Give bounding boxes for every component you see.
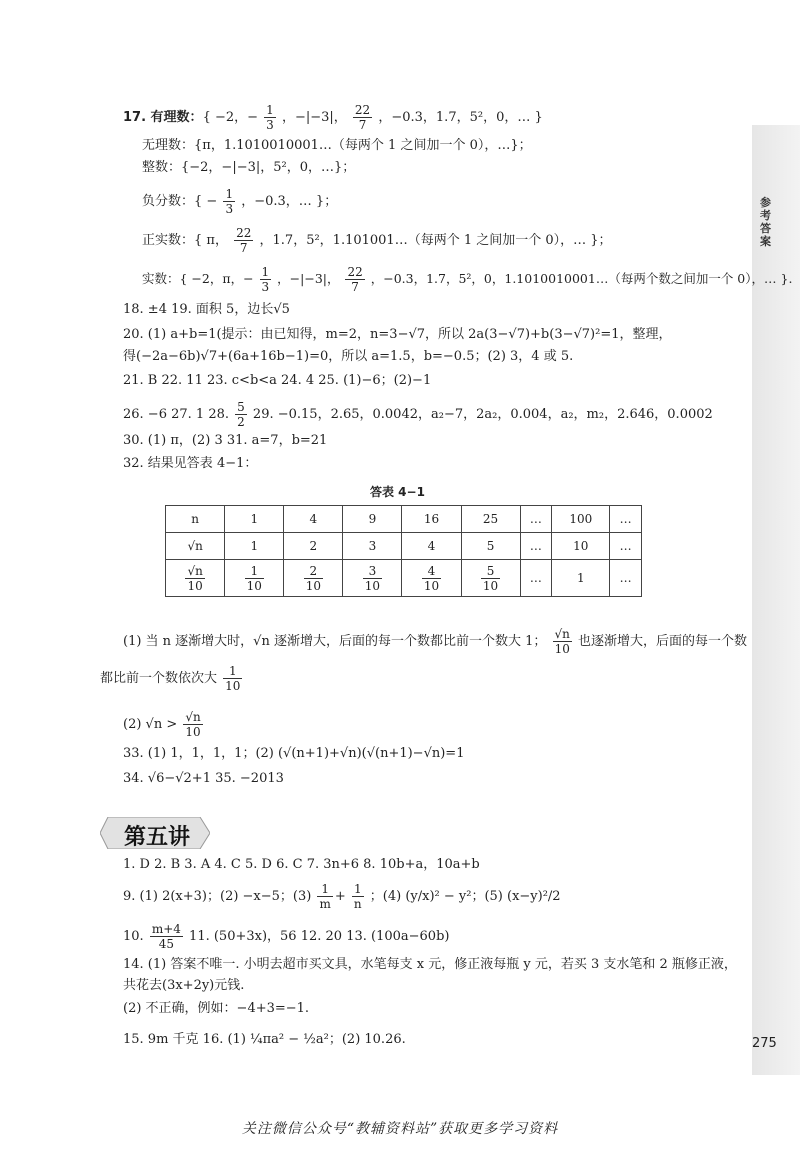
- q32-part1-cont: 都比前一个数依次大 $\frac{1}{10}$: [100, 664, 241, 693]
- table-cell: 4: [402, 533, 461, 560]
- fraction: $\frac{5}{2}$: [237, 400, 245, 429]
- q20-line1: 20. (1) a+b=1(提示：由已知得，m=2，n=3−√7，所以 2a(3−√7)+b(3−√7)²=1，整理，: [123, 327, 672, 342]
- q17-irrational: 无理数：{π，1.1010010001…（每两个 1 之间加一个 0），…}；: [142, 138, 532, 153]
- s5-q9: 9. (1) 2(x+3)；(2) −x−5；(3) $\frac{1}{m}$ + $\frac{1}{n}$ ；(4) (y/x)² − y²；(5) (x−y)²/2: [123, 882, 561, 911]
- table-cell: n: [166, 506, 225, 533]
- fraction: $\frac{22}{7}$: [236, 226, 252, 255]
- table-cell: 9: [343, 506, 402, 533]
- s5-q14-line2: 共花去(3x+2y)元钱.: [123, 978, 245, 993]
- table-cell: …: [610, 560, 642, 597]
- table-row: [166, 533, 642, 560]
- fraction: $\frac{√n}{10}$: [185, 710, 201, 739]
- table-cell: $\frac{1}{10}$: [225, 560, 284, 597]
- table-cell: $\frac{5}{10}$: [461, 560, 520, 597]
- table-cell: …: [610, 506, 642, 533]
- table-cell: …: [520, 560, 552, 597]
- q26: 26. −6 27. 1 28. $\frac{5}{2}$ 29. −0.15，2.65，0.0042，a₂−7，2a₂，0.004，a₂，m₂，2.646，0.0002: [123, 400, 713, 429]
- table-row: [166, 560, 642, 597]
- table-cell: √n: [166, 533, 225, 560]
- q32-part2: (2) √n > $\frac{√n}{10}$: [123, 710, 201, 739]
- table-cell: 3: [343, 533, 402, 560]
- fraction: $\frac{1}{3}$: [261, 265, 270, 294]
- q34: 34. √6−√2+1 35. −2013: [123, 771, 284, 786]
- fraction: $\frac{22}{7}$: [354, 103, 371, 132]
- answer-table: [165, 505, 642, 597]
- s5-q10-13: 10. $\frac{m+4}{45}$ 11. (50+3x)，56 12. 20 13. (100a−60b): [123, 922, 450, 951]
- fraction: $\frac{1}{n}$: [353, 882, 362, 911]
- s5-q15-16: 15. 9m 千克 16. (1) ¼πa² − ½a²；(2) 10.26.: [123, 1032, 406, 1047]
- q20-line2: 得(−2a−6b)√7+(6a+16b−1)=0，所以 a=1.5，b=−0.5；(2) 3，4 或 5.: [123, 349, 574, 364]
- table-cell: 100: [552, 506, 610, 533]
- fraction: $\frac{1}{3}$: [225, 187, 234, 216]
- table-cell: 1: [225, 533, 284, 560]
- s5-q14-line1: 14. (1) 答案不唯一. 小明去超市买文具，水笔每支 x 元，修正液每瓶 y 元，若买 3 支水笔和 2 瓶修正液，: [123, 957, 737, 972]
- table-cell: $\frac{√n}{10}$: [166, 560, 225, 597]
- table-cell: 1: [225, 506, 284, 533]
- footer-watermark: 关注微信公众号“教辅资料站”获取更多学习资料: [241, 1121, 559, 1137]
- s5-q1-8: 1. D 2. B 3. A 4. C 5. D 6. C 7. 3n+6 8. 10b+a，10a+b: [123, 857, 480, 872]
- q30: 30. (1) π，(2) 3 31. a=7，b=21: [123, 433, 328, 448]
- table-cell: 25: [461, 506, 520, 533]
- table-caption: 答表 4−1: [370, 485, 425, 499]
- fraction: $\frac{m+4}{45}$: [151, 922, 181, 951]
- table-cell: 10: [552, 533, 610, 560]
- fraction: $\frac{1}{m}$: [319, 882, 331, 911]
- table-cell: $\frac{4}{10}$: [402, 560, 461, 597]
- q17-integer: 整数：{−2，−|−3|，5²，0，…}；: [142, 160, 356, 175]
- table-cell: 5: [461, 533, 520, 560]
- s5-q14-part2: (2) 不正确，例如：−4+3=−1.: [123, 1001, 310, 1016]
- fraction: $\frac{√n}{10}$: [554, 627, 570, 656]
- table-cell: …: [520, 506, 552, 533]
- page-number: 275: [752, 1036, 777, 1051]
- q33: 33. (1) 1，1，1，1；(2) (√(n+1)+√n)(√(n+1)−√n)=1: [123, 746, 465, 761]
- q17-positive-real: 正实数：{ π， $\frac{22}{7}$ ，1.7，5²，1.101001…（每两个 1 之间加一个 0），… }；: [142, 226, 612, 255]
- table-cell: $\frac{2}{10}$: [284, 560, 343, 597]
- table-cell: 2: [284, 533, 343, 560]
- fraction: $\frac{1}{3}$: [266, 103, 274, 132]
- q32: 32. 结果见答表 4−1：: [123, 456, 258, 471]
- table-cell: 1: [552, 560, 610, 597]
- q17-real: 实数：{ −2，π，− $\frac{1}{3}$ ，−|−3|， $\frac{22}{7}$ ，−0.3，1.7，5²，0，1.1010010001…（每两个数之间加一个 0），… }.: [142, 265, 793, 294]
- q18: 18. ±4 19. 面积 5，边长√5: [123, 302, 290, 317]
- table-cell: 16: [402, 506, 461, 533]
- table-cell: 4: [284, 506, 343, 533]
- q17-negative-fraction: 负分数：{ − $\frac{1}{3}$ ，−0.3，… }；: [142, 187, 338, 216]
- fraction: $\frac{22}{7}$: [347, 265, 363, 294]
- section-title: 第五讲: [124, 824, 191, 850]
- table-cell: …: [520, 533, 552, 560]
- fraction: $\frac{1}{10}$: [225, 664, 241, 693]
- q17-rational: 17. 有理数：{ −2，− $\frac{1}{3}$ ，−|−3|， $\frac{22}{7}$ ，−0.3，1.7，5²，0，… }: [123, 103, 543, 132]
- table-cell: $\frac{3}{10}$: [343, 560, 402, 597]
- table-row: [166, 506, 642, 533]
- table-cell: …: [610, 533, 642, 560]
- side-tab-label: 参考答案: [760, 196, 771, 248]
- q21: 21. B 22. 11 23. c<b<a 24. 4 25. (1)−6；(2)−1: [123, 373, 432, 388]
- q32-part1: (1) 当 n 逐渐增大时，√n 逐渐增大，后面的每一个数都比前一个数大 1； $\frac{√n}{10}$ 也逐渐增大，后面的每一个数: [123, 627, 748, 656]
